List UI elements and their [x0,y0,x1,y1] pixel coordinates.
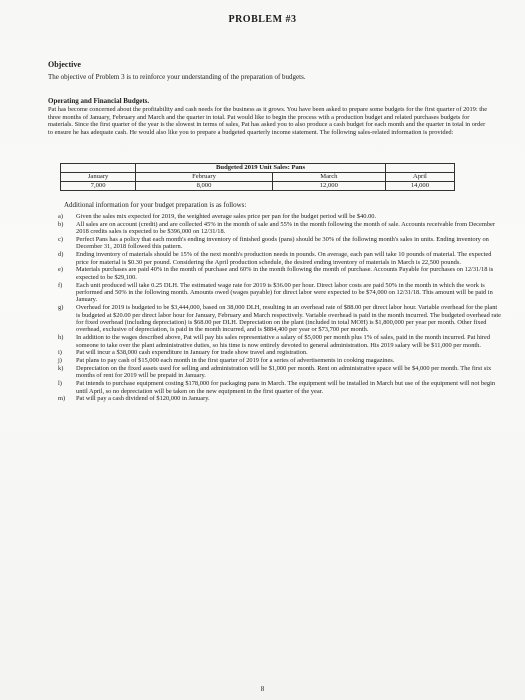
item-text: Pat intends to purchase equipment costing $178,000 for packaging pans in March. The equipment will be installed in March but use of the equipment will not begin until April, so no depreciation will be taken on the new equipment in the first quarter of the year. [76,380,496,395]
list-item [58,349,503,356]
list-item [58,282,503,304]
list-item [58,251,503,266]
list-item [58,395,503,402]
item-marker: f) [58,281,63,289]
item-marker: b) [58,220,64,228]
item-text: Materials purchases are paid 40% in the month of purchase and 60% in the month following the month of purchase. Accounts Payable for purchases on 12/31/18 is expected to be $29,100. [76,266,494,281]
list-item [58,380,503,395]
objective-text: The objective of Problem 3 is to reinforce your understanding of the preparation of budgets. [48,73,306,81]
page-number: 8 [260,685,265,693]
item-text: Pat plans to pay cash of $15,000 each month in the first quarter of 2019 for a series of advertisements in cooking magazines. [76,357,395,365]
item-marker: k) [58,365,64,373]
month-label: March [272,173,385,182]
item-marker: m) [58,395,66,403]
unit-sales-value: 8,000 [136,182,273,191]
item-marker: j) [58,357,62,365]
list-item [58,221,503,236]
item-text: Perfect Pans has a policy that each month's ending inventory of finished goods (pans) should be 30% of the following month's sales in units. Ending inventory on December 31, 2018 followed this pattern. [76,236,489,251]
list-item [58,365,503,380]
unit-sales-value: 14,000 [385,182,454,191]
item-marker: a) [58,213,63,220]
item-text: In addition to the wages described above, Pat will pay his sales representative a salary of $5,000 per month plus 1% of sales, paid in the month incurred. Pat hired someone to take over the plant administrative duties, so his time is now entirely devoted to general administration. His 2019 salary will be $11,000 per month. [76,334,491,349]
sales-table [60,163,455,191]
item-marker: i) [58,349,62,357]
item-text: Given the sales mix expected for 2019, the weighted average sales price per pan for the budget period will be $40.00. [76,213,377,220]
list-item [58,266,503,281]
item-text: Each unit produced will take 0.25 DLH. The estimated wage rate for 2019 is $36.00 per hour. Direct labor costs are paid 50% in the month in which the work is performed and 50% in the following month. Amounts owed (wages payable) for direct labor were expected to be $74,000 on 12/31/18. This amount will be paid in January. [76,281,493,304]
item-text: Depreciation on the fixed assets used for selling and administration will be $1,000 per month. Rent on administrative space will be $4,000 per month. The first six months of rent for 2019 will be prepaid in January. [76,365,492,380]
unit-sales-value: 7,000 [61,182,136,191]
sales-table-blank [61,164,136,173]
list-item [58,304,503,334]
month-label: February [136,173,273,182]
item-marker: l) [58,380,62,388]
item-marker: g) [58,304,64,312]
item-marker: h) [58,334,64,342]
month-label: January [61,173,136,182]
list-item [58,236,503,251]
sales-table-caption: Budgeted 2019 Unit Sales: Pans [136,164,386,173]
additional-info-heading: Additional information for your budget preparation is as follows: [64,201,247,209]
operating-budgets-text: Pat has become concerned about the profitability and cash needs for the business as it grows. You have been asked to prepare some budgets for the first quarter of 2019: the three months of January, February and March and the quarter in total. Pat would like to begin the process with a production budget and related purchases budgets for materials. Since the first quarter of the year is the slowest in terms of sales, Pat has asked you to also produce a cash budget for each month and the quarter in total in order to ensure he has adequate cash. He would also like you to prepare a budgeted quarterly income statement. The following sales-related information is provided: [48,106,488,136]
item-marker: e) [58,266,63,274]
operating-budgets-heading: Operating and Financial Budgets. [48,97,150,105]
additional-info-list [58,213,503,403]
item-marker: d) [58,251,64,259]
page-title: PROBLEM #3 [228,14,297,25]
list-item [58,213,503,220]
item-text: Pat will incur a $38,000 cash expenditure in January for trade show travel and registration. [76,349,308,357]
item-text: Pat will pay a cash dividend of $120,000 in January. [76,395,210,403]
list-item [58,357,503,364]
item-text: Overhead for 2019 is budgeted to be $3,444,000, based on 38,000 DLH, resulting in an overhead rate of $88.00 per direct labor hour. Variable overhead for the plant is budgeted at $20.00 per direct labor hour for January, February and March respectively. Variable overhead is paid in the month incurred. The budgeted overhead rate for fixed overhead (including depreciation) is $68.00 per DLH. Depreciation on the plant (included in total MOH) is $1,800,000 per year per month. Other fixed overhead, exclusive of depreciation, is paid in the month incurred, and is $884,400 per year or $73,700 per month. [76,304,502,334]
objective-heading: Objective [48,60,81,69]
item-text: Ending inventory of materials should be 15% of the next month's production needs in pounds. On average, each pan will take 10 pounds of material. The expected price for material is $0.30 per pound. Considering the April production schedule, the desired ending inventory of materials in March is 22,500 pounds. [76,251,492,266]
item-marker: c) [58,236,63,243]
list-item [58,334,503,349]
unit-sales-value: 12,000 [272,182,385,191]
sales-table-blank [385,164,454,173]
month-label: April [385,173,454,182]
item-text: All sales are on account (credit) and are collected 45% in the month of sale and 55% in the month following the month of sale. Accounts receivable from December 2018 credits sales is expected to be $396,000 on 12/31/18. [76,220,495,236]
